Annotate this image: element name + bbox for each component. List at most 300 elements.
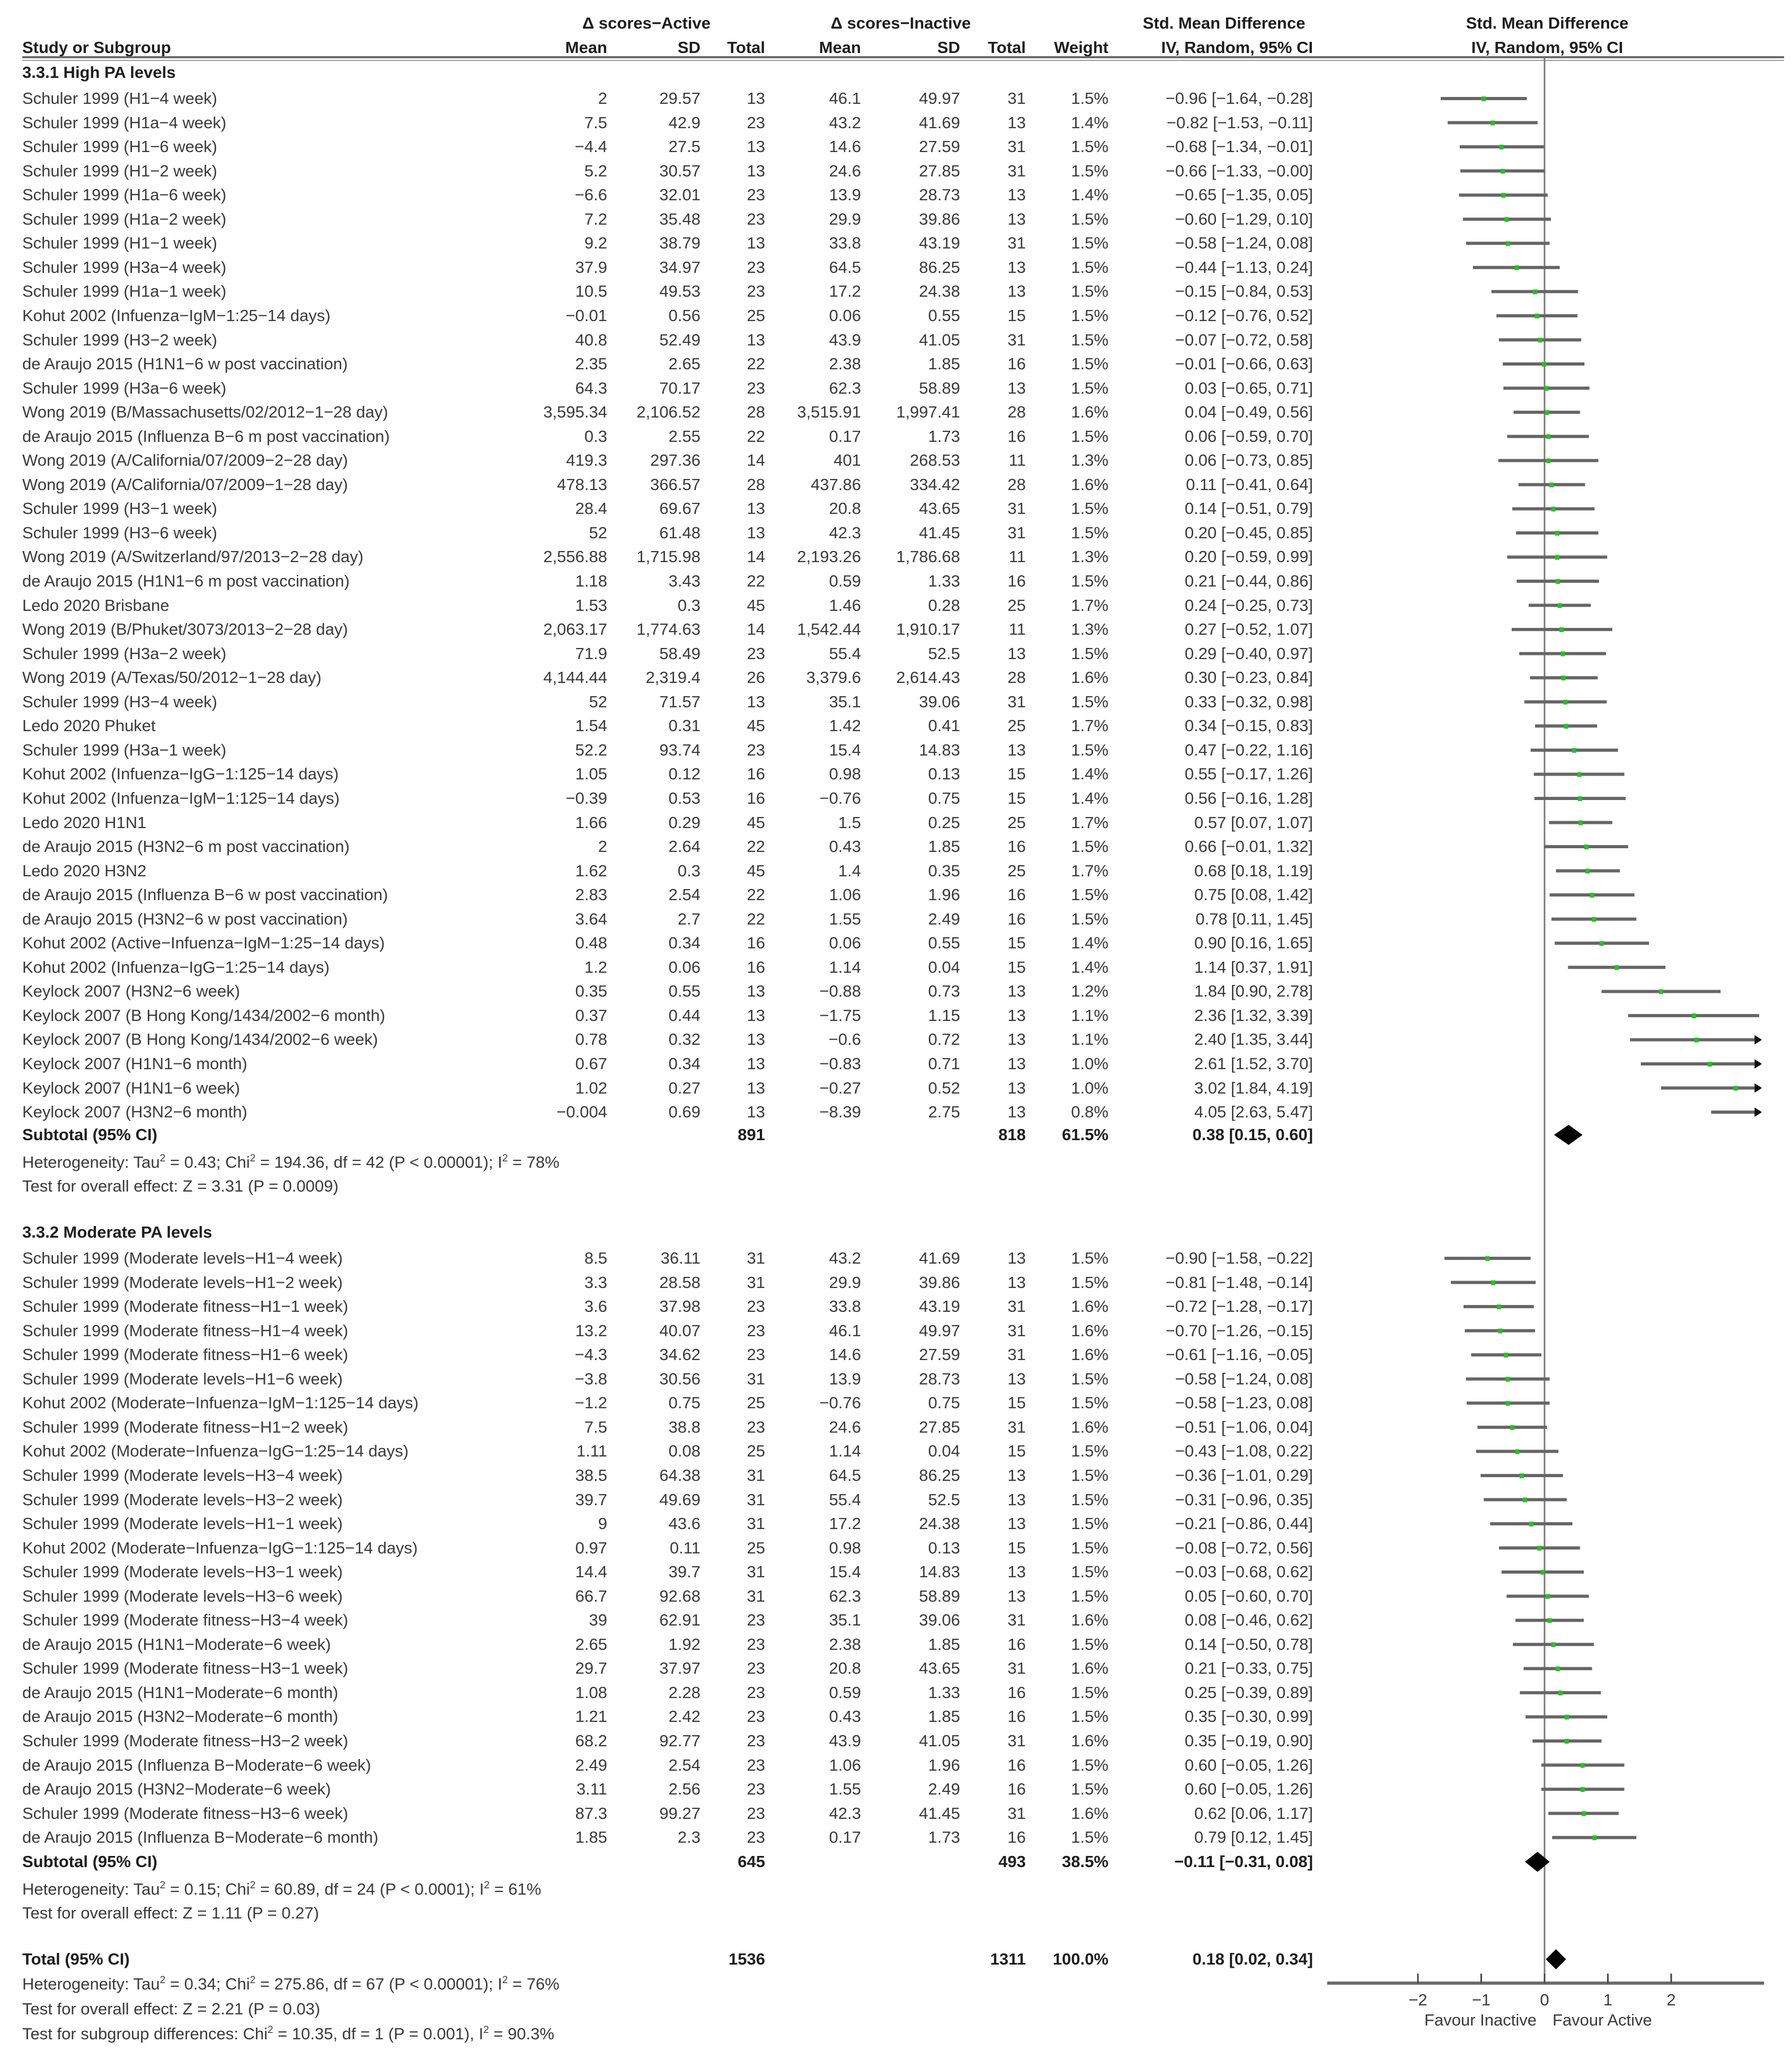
- active-mean-value: 2.83: [575, 885, 607, 904]
- inactive-mean-value: 29.9: [829, 1273, 861, 1292]
- weight-value: 1.6%: [1071, 1659, 1108, 1678]
- weight-value: 1.4%: [1071, 934, 1108, 953]
- inactive-total-value: 15: [1007, 306, 1026, 325]
- inactive-total-value: 13: [1007, 378, 1026, 397]
- smd-ci-value: −0.58 [−1.24, 0.08]: [1175, 1369, 1313, 1388]
- superscript: 2: [250, 1880, 256, 1891]
- point-estimate-marker: [1556, 579, 1560, 584]
- axis-tick-label: 0: [1540, 1991, 1549, 2009]
- favour-active-label: Favour Active: [1553, 2011, 1652, 2029]
- smd-ci-value: 0.20 [−0.59, 0.99]: [1184, 547, 1313, 566]
- active-mean-value: 1.21: [575, 1707, 607, 1726]
- text-fragment: Heterogeneity: Tau: [22, 1975, 160, 1993]
- active-sd-value: 92.77: [659, 1731, 700, 1750]
- inactive-sd-value: 1.33: [928, 572, 960, 590]
- inactive-sd-value: 1.85: [928, 837, 960, 856]
- point-estimate-marker: [1659, 989, 1663, 994]
- smd-ci-value: −0.61 [−1.16, −0.05]: [1165, 1345, 1313, 1364]
- inactive-sd-value: 27.59: [919, 1345, 960, 1364]
- active-sd-value: 49.53: [659, 282, 700, 301]
- favour-inactive-label: Favour Inactive: [1424, 2011, 1537, 2029]
- inactive-total-value: 13: [1007, 982, 1026, 1001]
- inactive-sd-value: 0.13: [928, 765, 960, 784]
- point-estimate-marker: [1692, 1014, 1696, 1018]
- inactive-total-value: 13: [1007, 1586, 1026, 1605]
- summary-label: Subtotal (95% CI): [22, 1852, 157, 1871]
- inactive-sd-value: 0.13: [928, 1538, 960, 1557]
- inactive-sd-value: 39.06: [919, 692, 960, 711]
- weight-value: 1.0%: [1071, 1054, 1108, 1073]
- inactive-total-value: 13: [1007, 257, 1026, 277]
- point-estimate-marker: [1491, 121, 1495, 126]
- active-mean-value: 28.4: [575, 499, 607, 518]
- weight-value: 1.5%: [1071, 427, 1108, 446]
- inactive-total-value: 13: [1007, 113, 1026, 132]
- plot-method-header: IV, Random, 95% CI: [1471, 38, 1624, 57]
- ci-arrow-icon: [1754, 1107, 1762, 1117]
- inactive-total-value: 25: [1007, 716, 1026, 735]
- point-estimate-marker: [1510, 1425, 1514, 1430]
- inactive-total-value: 13: [1007, 1030, 1026, 1049]
- active-mean-value: 87.3: [575, 1804, 607, 1823]
- inactive-total-value: 31: [1007, 1321, 1026, 1340]
- point-estimate-marker: [1533, 289, 1537, 294]
- study-name: Kohut 2002 (Moderate−Infuenza−IgG−1:25−14 days): [22, 1442, 409, 1461]
- weight-value: 1.5%: [1071, 1755, 1108, 1774]
- inactive-sd-value: 24.38: [919, 1514, 960, 1533]
- study-name: Kohut 2002 (Infuenza−IgM−1:25−14 days): [22, 306, 331, 325]
- inactive-total-value: 31: [1007, 1731, 1026, 1750]
- point-estimate-marker: [1563, 700, 1567, 705]
- inactive-sd-value: 14.83: [919, 1562, 960, 1582]
- axis-tick-label: −1: [1471, 1991, 1491, 2009]
- active-mean-value: 0.78: [575, 1030, 607, 1049]
- active-sd-value: 0.56: [668, 306, 700, 325]
- superscript: 2: [502, 1975, 508, 1986]
- inactive-sd-value: 1.96: [928, 885, 960, 904]
- active-mean-value: 66.7: [575, 1586, 607, 1605]
- weight-value: 1.3%: [1071, 547, 1108, 566]
- inactive-sd-value: 0.41: [928, 716, 960, 735]
- ci-arrow-icon: [1754, 1035, 1762, 1044]
- study-name: Schuler 1999 (Moderate levels−H3−6 week): [22, 1586, 343, 1605]
- point-estimate-marker: [1501, 169, 1505, 174]
- smd-ci-value: 0.30 [−0.23, 0.84]: [1184, 668, 1313, 687]
- inactive-mean-value: 2,193.26: [797, 547, 861, 566]
- inactive-total-value: 16: [1007, 1635, 1026, 1654]
- active-mean-value: 419.3: [566, 451, 607, 470]
- active-sd-value: 27.5: [668, 137, 700, 156]
- smd-ci-value: 0.14 [−0.51, 0.79]: [1184, 499, 1313, 518]
- point-estimate-marker: [1485, 1256, 1489, 1261]
- inactive-sd-value: 39.86: [919, 209, 960, 228]
- active-total-value: 13: [747, 161, 765, 180]
- study-name: Keylock 2007 (B Hong Kong/1434/2002−6 week): [22, 1030, 378, 1049]
- inactive-total-value: 31: [1007, 234, 1026, 253]
- inactive-total-value: 16: [1007, 1828, 1026, 1847]
- point-estimate-marker: [1578, 821, 1583, 825]
- smd-ci-value: 0.47 [−0.22, 1.16]: [1184, 740, 1313, 759]
- inactive-sd-value: 41.05: [919, 330, 960, 349]
- study-name: Ledo 2020 H1N1: [22, 813, 147, 832]
- point-estimate-marker: [1565, 1715, 1569, 1719]
- inactive-sd-value: 2.75: [928, 1103, 960, 1122]
- active-total-value: 23: [747, 378, 765, 397]
- weight-value: 1.6%: [1071, 1297, 1108, 1316]
- point-estimate-marker: [1514, 265, 1519, 270]
- smd-ci-value: −0.21 [−0.86, 0.44]: [1175, 1514, 1313, 1533]
- weight-value: 1.5%: [1071, 572, 1108, 590]
- active-total-value: 45: [747, 716, 765, 735]
- active-total-value: 25: [747, 306, 765, 325]
- point-estimate-marker: [1600, 941, 1604, 946]
- smd-ci-value: 0.68 [0.18, 1.19]: [1194, 861, 1313, 880]
- superscript: 2: [267, 2024, 273, 2036]
- inactive-sd-value: 39.86: [919, 1273, 960, 1292]
- active-total-value: 22: [747, 909, 765, 928]
- weight-value: 1.6%: [1071, 668, 1108, 687]
- inactive-mean-value: 1.14: [829, 1442, 861, 1461]
- inactive-sd-value: 43.19: [919, 1297, 960, 1316]
- active-mean-value: 2.49: [575, 1755, 607, 1774]
- active-sd-value: 36.11: [660, 1249, 700, 1267]
- weight-value: 1.5%: [1071, 1514, 1108, 1533]
- active-sd-value: 32.01: [659, 185, 700, 205]
- inactive-sd-value: 0.28: [928, 596, 960, 615]
- active-total-value: 31: [747, 1562, 765, 1582]
- inactive-sd-value: 24.38: [919, 282, 960, 301]
- inactive-total-value: 31: [1007, 1611, 1026, 1630]
- weight-value: 1.5%: [1071, 209, 1108, 228]
- weight-value: 1.5%: [1071, 1369, 1108, 1388]
- weight-value: 1.5%: [1071, 909, 1108, 928]
- study-name: Kohut 2002 (Active−Infuenza−IgM−1:25−14 days): [22, 934, 385, 953]
- active-sd-value: 43.6: [668, 1514, 700, 1533]
- weight-value: 1.5%: [1071, 1273, 1108, 1292]
- inactive-mean-value: 20.8: [829, 1659, 861, 1678]
- active-sd-value: 28.58: [659, 1273, 700, 1292]
- inactive-mean-value: −0.76: [819, 1393, 861, 1413]
- active-total-value: 23: [747, 1828, 765, 1847]
- summary-diamond-icon: [1554, 1125, 1583, 1145]
- active-sd-value: 70.17: [659, 378, 700, 397]
- text-fragment: = 0.43; Chi: [165, 1153, 250, 1171]
- active-total-value: 22: [747, 572, 765, 590]
- active-mean-value: 2.35: [575, 354, 607, 374]
- active-total-value: 22: [747, 837, 765, 856]
- active-total-value: 45: [747, 813, 765, 832]
- inactive-mean-value: 15.4: [829, 1562, 861, 1582]
- point-estimate-marker: [1590, 893, 1594, 898]
- inactive-mean-value: 1.06: [829, 885, 861, 904]
- smd-ci-value: 2.36 [1.32, 3.39]: [1194, 1006, 1313, 1025]
- inactive-sd-value: 49.97: [919, 89, 960, 108]
- point-estimate-marker: [1481, 96, 1486, 101]
- active-mean-value: 68.2: [575, 1731, 607, 1750]
- active-total-value: 16: [747, 934, 765, 953]
- active-sd-value: 58.49: [659, 644, 700, 663]
- inactive-sd-value: 0.52: [928, 1078, 960, 1097]
- inactive-sd-header: SD: [937, 38, 960, 57]
- smd-ci-value: 0.79 [0.12, 1.45]: [1194, 1828, 1313, 1847]
- active-total-value: 23: [747, 1731, 765, 1750]
- weight-value: 1.5%: [1071, 1465, 1108, 1485]
- active-total-value: 22: [747, 354, 765, 374]
- smd-ci-value: −0.68 [−1.34, −0.01]: [1165, 137, 1313, 156]
- inactive-mean-value: 43.2: [829, 1249, 861, 1267]
- active-mean-value: 1.53: [575, 596, 607, 615]
- study-name: de Araujo 2015 (H1N1−Moderate−6 week): [22, 1635, 331, 1654]
- point-estimate-marker: [1535, 314, 1539, 318]
- weight-value: 1.5%: [1071, 257, 1108, 277]
- weight-value: 1.5%: [1071, 137, 1108, 156]
- point-estimate-marker: [1708, 1062, 1712, 1067]
- inactive-total-value: 16: [1007, 427, 1026, 446]
- study-name: Keylock 2007 (H1N1−6 month): [22, 1054, 247, 1073]
- weight-value: 1.3%: [1071, 451, 1108, 470]
- smd-ci-value: 1.84 [0.90, 2.78]: [1194, 982, 1313, 1001]
- inactive-sd-value: 27.59: [919, 137, 960, 156]
- inactive-sd-value: 41.45: [919, 523, 960, 542]
- weight-value: 1.5%: [1071, 740, 1108, 759]
- active-total-value: 23: [747, 257, 765, 277]
- study-name: Wong 2019 (A/California/07/2009−1−28 day): [22, 475, 348, 494]
- inactive-mean-value: 0.17: [829, 1828, 861, 1847]
- active-sd-value: 0.69: [668, 1103, 700, 1122]
- inactive-mean-value: 1.14: [829, 957, 861, 976]
- active-sd-value: 0.29: [668, 813, 700, 832]
- smd-ci-value: −0.07 [−0.72, 0.58]: [1175, 330, 1313, 349]
- active-total-value: 23: [747, 1417, 765, 1436]
- weight-value: 0.8%: [1071, 1103, 1108, 1122]
- point-estimate-marker: [1562, 676, 1566, 680]
- inactive-sd-value: 0.75: [928, 1393, 960, 1413]
- active-mean-value: 2: [598, 89, 607, 108]
- active-mean-value: 0.37: [575, 1006, 607, 1025]
- point-estimate-marker: [1506, 1401, 1510, 1406]
- active-mean-value: 0.67: [575, 1054, 607, 1073]
- active-mean-value: 10.5: [575, 282, 607, 301]
- study-name: Schuler 1999 (H1a−6 week): [22, 185, 227, 205]
- smd-ci-value: 0.03 [−0.65, 0.71]: [1184, 378, 1313, 397]
- active-total-value: 23: [747, 1297, 765, 1316]
- active-mean-value: 39.7: [575, 1490, 607, 1509]
- inactive-sd-value: 28.73: [919, 1369, 960, 1388]
- smd-ci-value: 0.04 [−0.49, 0.56]: [1184, 403, 1313, 422]
- summary-inactive-total: 1311: [990, 1950, 1026, 1968]
- smd-ci-value: −0.03 [−0.68, 0.62]: [1175, 1562, 1313, 1582]
- study-name: Schuler 1999 (H3−2 week): [22, 330, 217, 349]
- active-total-value: 23: [747, 1683, 765, 1702]
- active-mean-value: 4,144.44: [543, 668, 607, 687]
- active-total-value: 13: [747, 1103, 765, 1122]
- inactive-mean-value: 1.46: [829, 596, 861, 615]
- inactive-total-value: 16: [1007, 354, 1026, 374]
- inactive-total-value: 25: [1007, 813, 1026, 832]
- point-estimate-marker: [1578, 796, 1582, 801]
- active-sd-value: 1,774.63: [636, 620, 700, 639]
- smd-ci-value: 0.55 [−0.17, 1.26]: [1184, 765, 1313, 784]
- superscript: 2: [250, 1153, 256, 1164]
- active-mean-value: 478.13: [557, 475, 607, 494]
- inactive-total-value: 13: [1007, 1078, 1026, 1097]
- point-estimate-marker: [1529, 1522, 1533, 1526]
- inactive-mean-value: 437.86: [811, 475, 861, 494]
- inactive-mean-value: 0.59: [829, 572, 861, 590]
- inactive-sd-value: 1.96: [928, 1755, 960, 1774]
- active-mean-value: 0.3: [584, 427, 607, 446]
- point-estimate-marker: [1551, 1642, 1556, 1647]
- weight-value: 1.6%: [1071, 403, 1108, 422]
- smd-ci-value: 0.34 [−0.15, 0.83]: [1184, 716, 1313, 735]
- inactive-total-value: 31: [1007, 137, 1026, 156]
- inactive-mean-value: 24.6: [829, 161, 861, 180]
- point-estimate-marker: [1497, 1304, 1501, 1309]
- summary-ci: 0.38 [0.15, 0.60]: [1192, 1125, 1313, 1144]
- inactive-mean-value: 2.38: [829, 354, 861, 374]
- weight-value: 1.5%: [1071, 234, 1108, 253]
- inactive-total-value: 31: [1007, 330, 1026, 349]
- point-estimate-marker: [1581, 1787, 1585, 1792]
- point-estimate-marker: [1515, 1449, 1520, 1454]
- summary-weight: 61.5%: [1062, 1125, 1108, 1144]
- weight-value: 1.5%: [1071, 885, 1108, 904]
- study-name: Schuler 1999 (Moderate fitness−H1−6 week): [22, 1345, 349, 1364]
- weight-value: 1.5%: [1071, 1538, 1108, 1557]
- inactive-sd-value: 2,614.43: [896, 668, 960, 687]
- active-mean-value: 3,595.34: [543, 403, 607, 422]
- point-estimate-marker: [1572, 748, 1576, 753]
- summary-inactive-total: 818: [998, 1125, 1026, 1144]
- inactive-sd-value: 2.49: [928, 1780, 960, 1799]
- smd-ci-value: 2.40 [1.35, 3.44]: [1194, 1030, 1313, 1049]
- inactive-mean-value: 20.8: [829, 499, 861, 518]
- active-mean-value: 5.2: [584, 161, 607, 180]
- inactive-mean-value: 1.55: [829, 1780, 861, 1799]
- inactive-total-value: 31: [1007, 1659, 1026, 1678]
- inactive-mean-value: 0.43: [829, 1707, 861, 1726]
- weight-value: 1.7%: [1071, 813, 1108, 832]
- study-name: de Araujo 2015 (H3N2−Moderate−6 month): [22, 1707, 339, 1726]
- active-total-value: 14: [747, 620, 765, 639]
- summary-weight: 38.5%: [1062, 1852, 1108, 1871]
- smd-ci-value: 0.05 [−0.60, 0.70]: [1184, 1586, 1313, 1605]
- inactive-mean-value: 46.1: [829, 89, 861, 108]
- inactive-total-value: 13: [1007, 1273, 1026, 1292]
- active-mean-value: 52: [589, 523, 607, 542]
- subgroup-title: 3.3.2 Moderate PA levels: [22, 1223, 212, 1241]
- active-sd-value: 0.27: [668, 1078, 700, 1097]
- smd-ci-value: −0.01 [−0.66, 0.63]: [1175, 354, 1313, 374]
- point-estimate-marker: [1546, 1594, 1550, 1599]
- plot-header-title: Std. Mean Difference: [1466, 14, 1629, 32]
- weight-value: 1.6%: [1071, 475, 1108, 494]
- smd-ci-value: 0.11 [−0.41, 0.64]: [1186, 475, 1313, 494]
- point-estimate-marker: [1734, 1086, 1738, 1091]
- study-name: Schuler 1999 (H3a−1 week): [22, 740, 227, 759]
- ci-arrow-icon: [1754, 1059, 1762, 1069]
- study-name: Kohut 2002 (Infuenza−IgG−1:25−14 days): [22, 957, 330, 976]
- inactive-mean-value: −1.75: [819, 1006, 861, 1025]
- inactive-mean-value: 43.9: [829, 330, 861, 349]
- smd-ci-value: −0.51 [−1.06, 0.04]: [1175, 1417, 1313, 1436]
- weight-value: 1.5%: [1071, 692, 1108, 711]
- active-total-value: 23: [747, 1780, 765, 1799]
- inactive-sd-value: 1,786.68: [896, 547, 960, 566]
- study-name: Kohut 2002 (Infuenza−IgG−1:125−14 days): [22, 765, 339, 784]
- point-estimate-marker: [1491, 1281, 1495, 1285]
- inactive-group-header: Δ scores−Inactive: [830, 14, 971, 32]
- smd-ci-value: 0.25 [−0.39, 0.89]: [1184, 1683, 1313, 1702]
- inactive-mean-value: 55.4: [829, 644, 861, 663]
- inactive-mean-value: −0.76: [819, 788, 861, 807]
- weight-value: 1.1%: [1071, 1030, 1108, 1049]
- weight-value: 1.5%: [1071, 354, 1108, 374]
- study-name: Keylock 2007 (H3N2−6 week): [22, 982, 240, 1001]
- study-name: Schuler 1999 (H3−4 week): [22, 692, 217, 711]
- inactive-total-value: 11: [1008, 620, 1026, 639]
- active-mean-value: 40.8: [575, 330, 607, 349]
- inactive-mean-value: 17.2: [829, 282, 861, 301]
- inactive-total-value: 16: [1007, 572, 1026, 590]
- study-name: Wong 2019 (A/California/07/2009−2−28 day): [22, 451, 348, 470]
- inactive-sd-value: 39.06: [919, 1611, 960, 1630]
- weight-value: 1.7%: [1071, 716, 1108, 735]
- active-sd-value: 0.34: [668, 1054, 700, 1073]
- study-name: de Araujo 2015 (Influenza B−Moderate−6 week): [22, 1755, 371, 1774]
- active-sd-value: 49.69: [659, 1490, 700, 1509]
- point-estimate-marker: [1537, 1546, 1541, 1551]
- smd-ci-value: −0.12 [−0.76, 0.52]: [1175, 306, 1313, 325]
- active-mean-value: 7.5: [584, 113, 607, 132]
- subgroup-title: 3.3.1 High PA levels: [22, 63, 176, 82]
- inactive-sd-value: 0.04: [928, 957, 960, 976]
- study-name: de Araujo 2015 (Influenza B−6 w post vaccination): [22, 885, 388, 904]
- active-sd-value: 2.64: [668, 837, 700, 856]
- inactive-mean-value: 3,515.91: [797, 403, 861, 422]
- inactive-total-header: Total: [988, 38, 1026, 57]
- weight-value: 1.5%: [1071, 1562, 1108, 1582]
- inactive-total-value: 16: [1007, 1707, 1026, 1726]
- inactive-total-value: 13: [1007, 209, 1026, 228]
- active-total-value: 26: [747, 668, 765, 687]
- active-total-value: 13: [747, 982, 765, 1001]
- inactive-sd-value: 58.89: [919, 378, 960, 397]
- inactive-total-value: 16: [1007, 1683, 1026, 1702]
- active-sd-value: 93.74: [659, 740, 700, 759]
- active-total-value: 22: [747, 885, 765, 904]
- active-total-value: 31: [747, 1586, 765, 1605]
- inactive-mean-value: 0.06: [829, 306, 861, 325]
- active-total-value: 23: [747, 185, 765, 205]
- smd-ci-value: −0.72 [−1.28, −0.17]: [1165, 1297, 1313, 1316]
- inactive-mean-value: −0.88: [819, 982, 861, 1001]
- active-sd-value: 2.56: [668, 1780, 700, 1799]
- summary-label: Total (95% CI): [22, 1950, 130, 1968]
- smd-ci-value: 0.35 [−0.19, 0.90]: [1184, 1731, 1313, 1750]
- inactive-mean-value: 42.3: [829, 1804, 861, 1823]
- point-estimate-marker: [1695, 1037, 1699, 1042]
- text-fragment: = 0.34; Chi: [165, 1975, 250, 1993]
- study-name: Schuler 1999 (Moderate levels−H1−2 week): [22, 1273, 343, 1292]
- active-mean-value: 8.5: [584, 1249, 607, 1267]
- active-mean-value: 1.2: [584, 957, 607, 976]
- inactive-sd-value: 1.73: [928, 427, 960, 446]
- point-estimate-marker: [1523, 1498, 1527, 1503]
- weight-value: 1.1%: [1071, 1006, 1108, 1025]
- active-sd-value: 0.12: [668, 765, 700, 784]
- active-sd-value: 0.06: [668, 957, 700, 976]
